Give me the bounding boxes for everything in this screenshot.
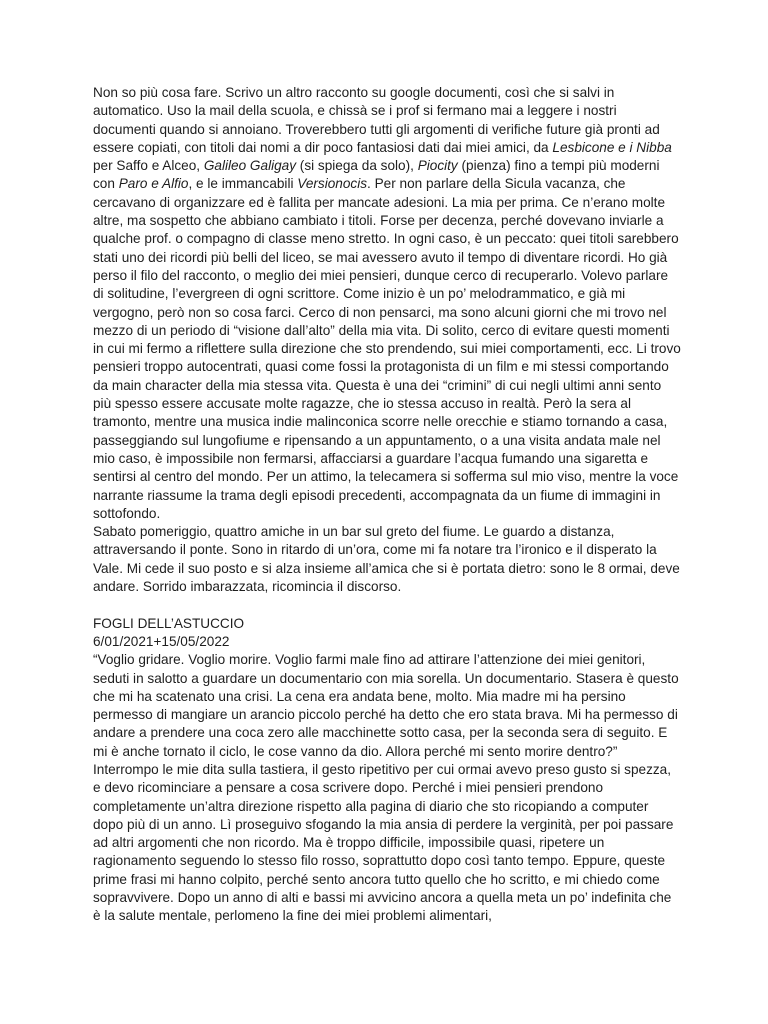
text-run: . Per non parlare della Sicula vacanza, che cercavano di organizzare ed è fallita per mancate adesioni. La mia per prima. Ce n’erano molte altre, ma sospetto che abbiano cambiato i titoli. Forse per decenza, perché dovevano inviarle a qualche prof. o compagno di classe meno stretto. In ogni caso, è un peccato: quei titoli sarebbero stati uno dei ricordi più belli del liceo, se mai avessero avuto il tempo di diventare ricordi. Ho già perso il filo del racconto, o meglio dei miei pensieri, dunque cerco di recuperarlo. Volevo parlare di solitudine, l’evergreen di ogni scrittore. Come inizio è un po’ melodrammatico, e già mi vergogno, però non so cosa farci. Cerco di non pensarci, ma sono alcuni giorni che mi trovo nel mezzo di un periodo di “visione dall’alto” della mia vita. Di solito, cerco di evitare questi momenti in cui mi fermo a riflettere sulla direzione che sto prendendo, sui miei comportamenti, ecc. Li trovo pensieri troppo autocentrati, quasi come fossi la protagonista di un film e mi stessi comportando da main character della mia stessa vita. Questa è una dei “crimini” di cui negli ultimi anni sento più spesso essere accusate molte ragazze, che io stessa accuso in realtà. Però la sera al tramonto, mentre una musica indie malinconica scorre nelle orecchie e stiamo tornando a casa, passeggiando sul lungofiume e ripensando a un appuntamento, o a una visita andata male nel mio caso, è impossibile non fermarsi, affacciarsi a guardare l’acqua fumando una sigaretta e sentirsi al centro del mondo. Per un attimo, la telecamera si sofferma sul mio viso, mentre la voce narrante riassume la trama degli episodi precedenti, accompagnata da un fiume di immagini in sottofondo.: [93, 176, 681, 521]
italic-title: Paro e Alfio: [118, 176, 189, 192]
italic-title: Galileo Galigay: [203, 158, 297, 174]
paragraph-quote: “Voglio gridare. Voglio morire. Voglio farmi male fino ad attirare l’attenzione dei miei genitori, seduti in salotto a guardare un documentario con mia sorella. Un documentario. Stasera è questo che mi ha scatenato una crisi. La cena era andata bene, molto. Mia madre mi ha persino permesso di mangiare un arancio piccolo perché ha detto che ero stata brava. Mi ha permesso di andare a prendere una coca zero alle macchinette sotto casa, per la seconda sera di seguito. E mi è anche tornato il ciclo, le cose vanno da dio. Allora perché mi sento morire dentro?”: [93, 652, 679, 759]
text-run: (pienza) fino a tempi più moderni con: [93, 158, 660, 192]
paragraph-reflection: Interrompo le mie dita sulla tastiera, il gesto ripetitivo per cui ormai avevo preso gusto si spezza, e devo ricominciare a pensare a cosa scrivere dopo. Perché i miei pensieri prendono completamente un’altra direzione rispetto alla pagina di diario che sto ricopiando a computer dopo più di un anno. Lì proseguivo sfogando la mia ansia di perdere la verginità, per poi passare ad altri argomenti che non ricordo. Ma è troppo difficile, impossibile quasi, ripetere un ragionamento seguendo lo stesso filo rosso, soprattutto dopo così tanto tempo. Eppure, queste prime frasi mi hanno colpito, perché sento ancora tutto quello che ho scritto, e mi chiedo come sopravvivere. Dopo un anno di alti e bassi mi avvicino ancora a quella meta un po’ indefinita che è la salute mentale, perlomeno la fine dei miei problemi alimentari,: [93, 761, 674, 924]
section-dates: 6/01/2021+15/05/2022: [93, 633, 230, 649]
blank-line: [93, 596, 681, 614]
paragraph-intro: [93, 84, 681, 523]
section-title: FOGLI DELL’ASTUCCIO: [93, 615, 245, 631]
text-run: Non so più cosa fare. Scrivo un altro racconto su google documenti, così che si salvi in automatico. Uso la mail della scuola, e chissà se i prof si fermano mai a leggere i nostri documenti quando si annoiano. Troverebbero tutti gli argomenti di verifiche future già pronti ad essere copiati, con titoli dai nomi a dir poco fantasiosi dati dai miei amici, da: [93, 85, 660, 155]
text-run: (si spiega da solo),: [296, 158, 418, 174]
italic-title: Versionocis: [297, 176, 368, 192]
document-body: [93, 84, 681, 926]
paragraph-saturday: Sabato pomeriggio, quattro amiche in un bar sul greto del fiume. Le guardo a distanza, attraversando il ponte. Sono in ritardo di un’ora, come mi fa notare tra l’ironico e il disperato la Vale. Mi cede il suo posto e si alza insieme all’amica che si è portata dietro: sono le 8 ormai, deve andare. Sorrido imbarazzata, ricomincia il discorso.: [93, 524, 680, 595]
text-run: , e le immancabili: [188, 176, 298, 192]
text-run: per Saffo e Alceo,: [93, 158, 204, 174]
italic-title: Lesbicone e i Nibba: [552, 139, 672, 155]
italic-title: Piocity: [417, 158, 458, 174]
